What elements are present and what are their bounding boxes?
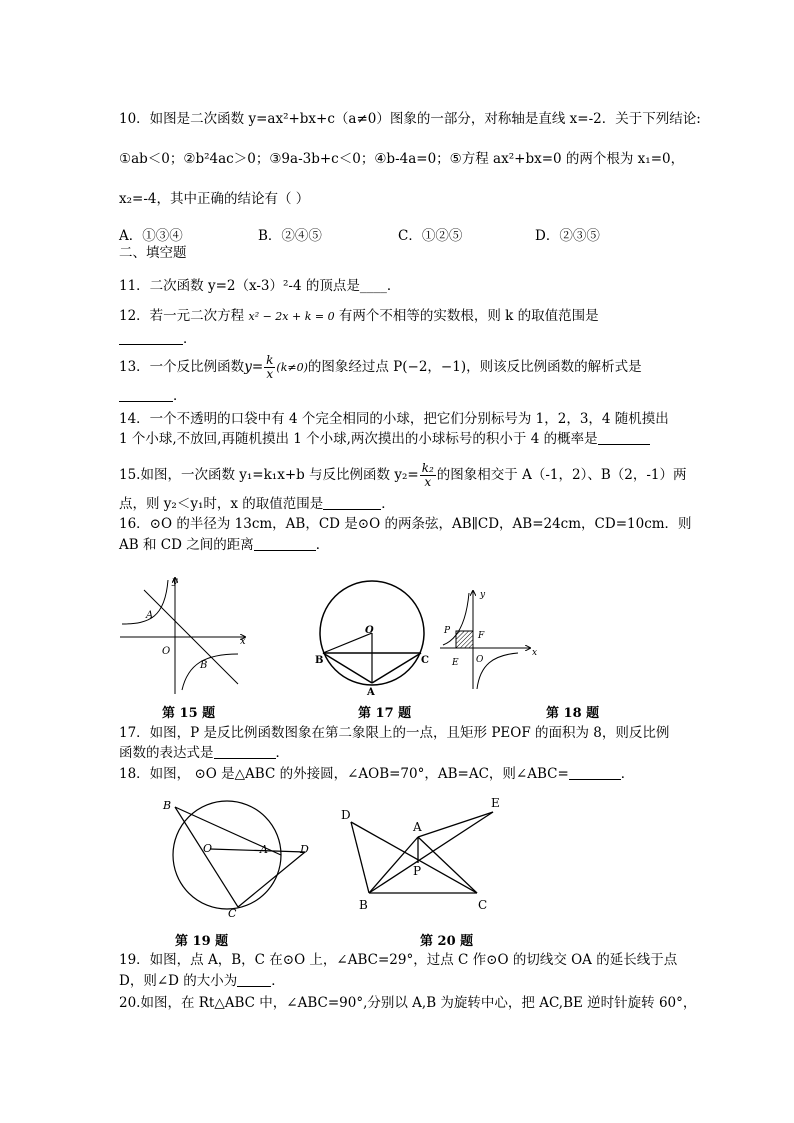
answer-blank[interactable] [254, 536, 316, 551]
label-a: A [413, 820, 422, 834]
figure-19 [150, 795, 325, 923]
answer-blank[interactable] [214, 744, 276, 759]
q13-line2: ． [119, 387, 187, 405]
q11: 11．二次函数 y=2（x-3）²-4 的顶点是____． [119, 278, 401, 294]
section-heading: 二、填空题 [119, 245, 187, 261]
q12-line1: 12．若一元二次方程 x² − 2x + k = 0 有两个不相等的实数根，则 k 的取值范围是 [119, 308, 599, 324]
answer-blank[interactable] [598, 430, 650, 445]
fraction-k2-over-x: $\frac{\text{k₂}}{x}$ [421, 461, 434, 489]
label-x: x [532, 648, 538, 658]
q17-line1: 17．如图，P 是反比例函数图象在第二象限上的一点，且矩形 PEOF 的面积为 8，则反比例 [119, 725, 670, 741]
q10-line1: 10．如图是二次函数 y=ax²+bx+c（a≠0）图象的一部分，对称轴是直线 x=-2．关于下列结论: [119, 111, 701, 127]
q10-option-a: A．①③④ [119, 228, 183, 244]
q20-line1: 20.如图，在 Rt△ABC 中，∠ABC=90°,分别以 A,B 为旋转中心，把 AC,BE 逆时针旋转 60°， [119, 995, 697, 1011]
label-y: y [172, 576, 178, 587]
label-d: D [341, 808, 351, 822]
label-o: O [203, 842, 213, 855]
figure-18 [438, 585, 548, 697]
q12-line2: ． [119, 330, 197, 348]
q19-line2: D，则∠D 的大小为 ． [119, 973, 285, 989]
label-e: E [491, 796, 500, 810]
q16-line2: AB 和 CD 之间的距离 ． [119, 537, 330, 553]
q10-option-b: B．②④⑤ [258, 228, 322, 244]
label-e: E [452, 658, 459, 668]
q10-line3: x₂=-4，其中正确的结论有（ ） [119, 191, 310, 207]
caption-figure-17: 第 17 题 [358, 706, 412, 721]
q17-line2: 函数的表达式是 ． [119, 745, 289, 761]
answer-blank[interactable] [323, 495, 381, 510]
figure-20 [335, 795, 515, 915]
label-a: A [146, 610, 154, 621]
label-b: B [315, 655, 324, 666]
q15-line2: 点，则 y₂＜y₁时，x 的取值范围是 ． [119, 496, 395, 512]
fraction-k-over-x: $\frac{k}{x}$ [266, 353, 274, 381]
label-c: C [421, 655, 429, 666]
q18: 18．如图， ⊙O 是△ABC 的外接圆，∠AOB=70°，AB=AC，则∠ABC= ． [119, 766, 635, 782]
label-d: D [300, 843, 309, 856]
q19-line1: 19．如图，点 A，B，C 在⊙O 上，∠ABC=29°，过点 C 作⊙O 的切线交 OA 的延长线于点 [119, 952, 678, 968]
label-o: O [162, 646, 171, 657]
q14-line2: 1 个小球,不放回,再随机摸出 1 个小球,两次摸出的小球标号的积小于 4 的概率是 [119, 430, 650, 448]
label-c: C [478, 898, 488, 912]
label-x: x [240, 636, 246, 647]
figure-15 [110, 572, 255, 700]
q10-option-d: D．②③⑤ [535, 228, 600, 244]
label-o: O [365, 625, 374, 636]
answer-blank[interactable] [119, 387, 173, 402]
label-a: A [367, 687, 375, 697]
q16-line1: 16．⊙O 的半径为 13cm，AB，CD 是⊙O 的两条弦，AB∥CD，AB=24cm，CD=10cm．则 [119, 516, 692, 532]
label-p: P [413, 864, 422, 878]
caption-figure-15: 第 15 题 [162, 706, 216, 721]
label-p: P [444, 626, 451, 636]
answer-blank[interactable] [569, 765, 621, 780]
q15-line1: 15.如图，一次函数 y₁=k₁x+b 与反比例函数 y₂= $\frac{\text{k₂}}{x}$ 的图象相交于 A（-1，2）、B（2，-1）两 [119, 461, 687, 489]
q14-line1: 14．一个不透明的口袋中有 4 个完全相同的小球，把它们分别标号为 1，2，3，4 随机摸出 [119, 411, 669, 427]
label-a: A [260, 843, 268, 856]
label-o: O [476, 655, 484, 665]
q10-line2: ①ab＜0；②b²4ac＞0；③9a-3b+c＜0；④b-4a=0；⑤方程 ax²+bx=0 的两个根为 x₁=0， [119, 151, 685, 167]
figure-17 [315, 575, 440, 697]
q13-line1: 13．一个反比例函数y= $\frac{k}{x}$ (k≠0)的图象经过点 P(−2，−1)，则该反比例函数的解析式是 [119, 353, 642, 381]
label-b: B [163, 799, 172, 812]
label-b: B [359, 898, 368, 912]
caption-figure-18: 第 18 题 [546, 706, 600, 721]
label-b: B [200, 660, 208, 671]
label-y: y [480, 590, 486, 600]
q12-equation: x² − 2x + k = 0 [248, 310, 335, 323]
caption-figure-19: 第 19 题 [175, 934, 229, 949]
q10-option-c: C．①②⑤ [398, 228, 463, 244]
label-c: C [228, 907, 237, 920]
label-f: F [478, 631, 485, 641]
answer-blank[interactable] [119, 330, 183, 345]
answer-blank[interactable] [237, 972, 271, 987]
caption-figure-20: 第 20 题 [420, 934, 474, 949]
